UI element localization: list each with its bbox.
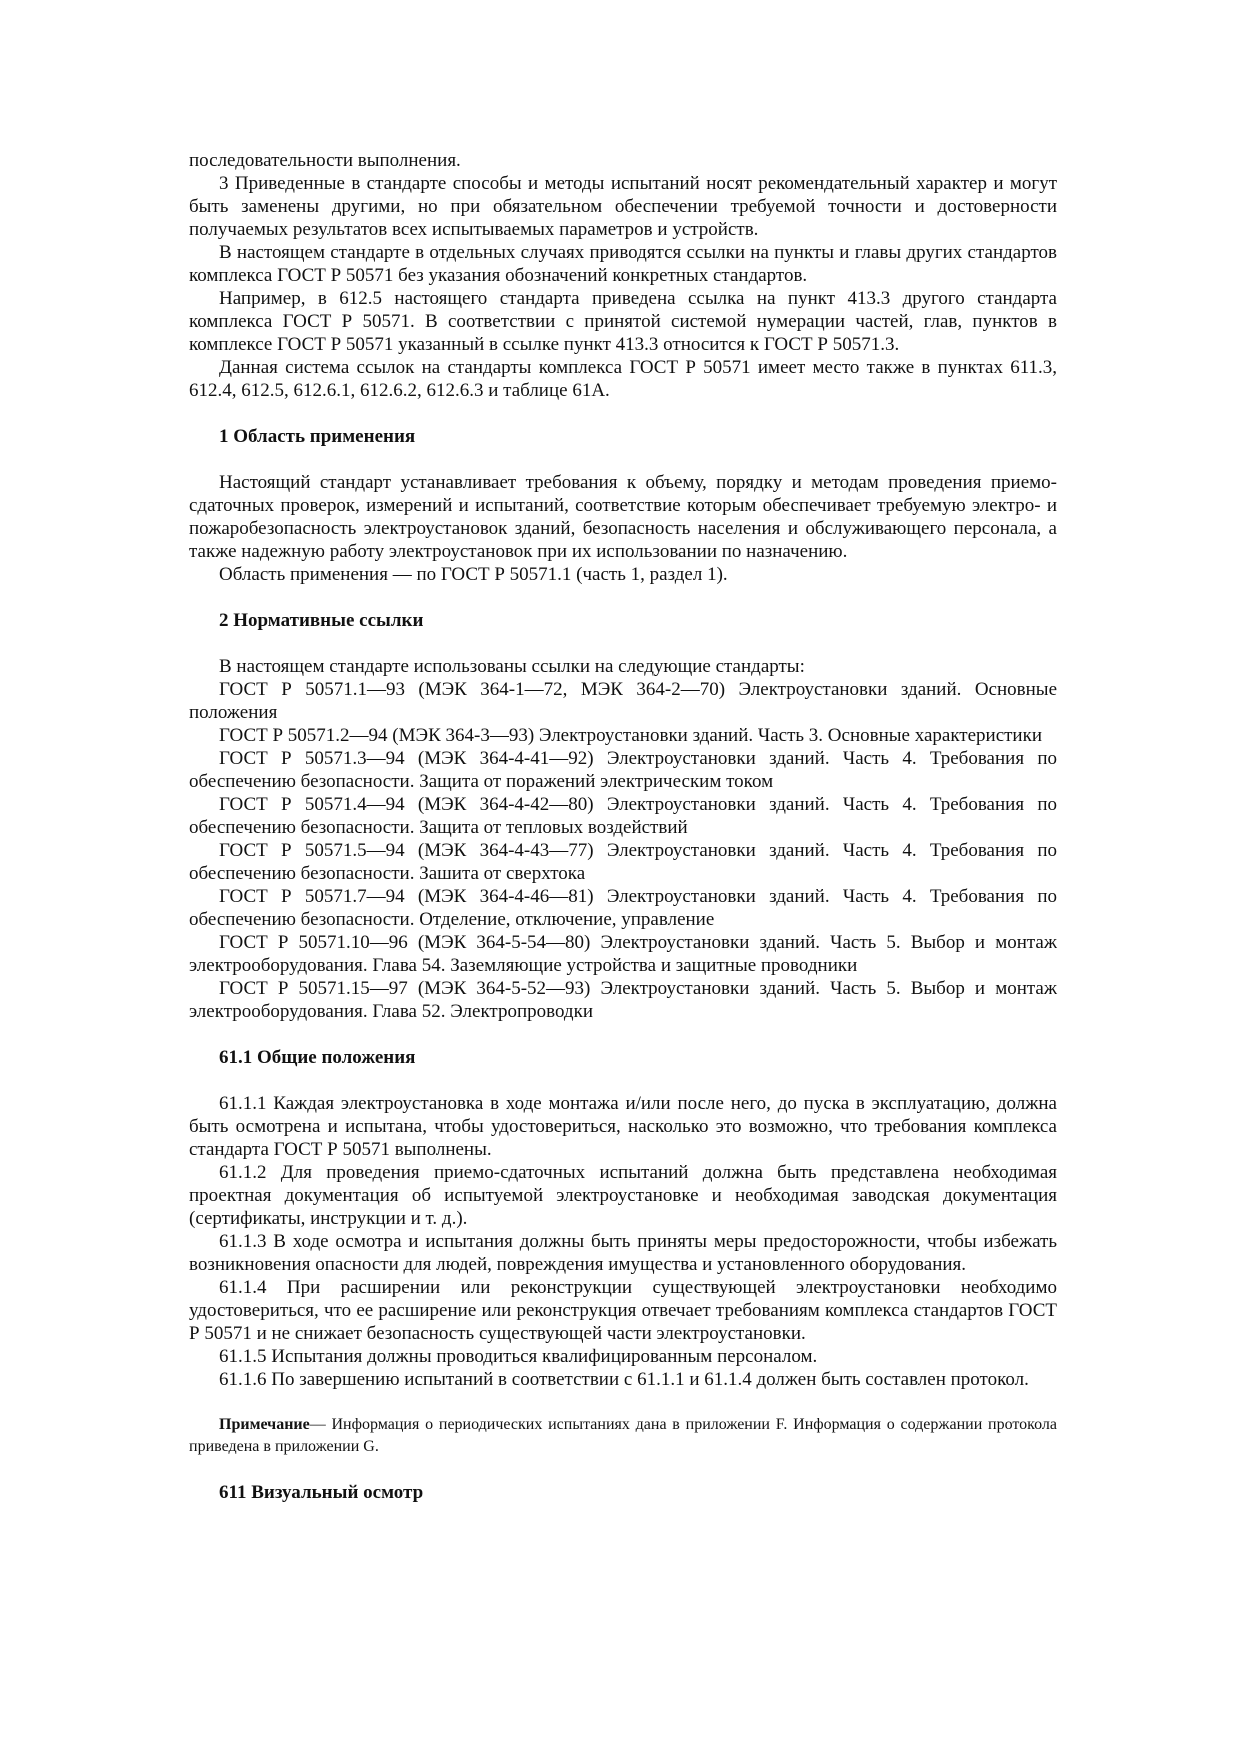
intro-paragraph-2: В настоящем стандарте в отдельных случаях приводятся ссылки на пункты и главы других стандартов комплекса ГОСТ Р 50571 без указания обозначений конкретных стандартов. <box>189 242 1057 286</box>
clause-item: 61.1.1 Каждая электроустановка в ходе монтажа и/или после него, до пуска в эксплуатацию, должна быть осмотрена и испытана, чтобы удостовериться, насколько это возможно, что требования комплекса стандарта ГОСТ Р 50571 выполнены. <box>189 1093 1057 1160</box>
note <box>189 1414 1057 1458</box>
intro-paragraph-3: Например, в 612.5 настоящего стандарта приведена ссылка на пункт 413.3 другого стандарта комплекса ГОСТ Р 50571. В соответствии с принятой системой нумерации частей, глав, пунктов в комплексе ГОСТ Р 50571 указанный в ссылке пункт 413.3 относится к ГОСТ Р 50571.3. <box>189 288 1057 355</box>
clause-item: 61.1.3 В ходе осмотра и испытания должны быть приняты меры предосторожности, чтобы избежать возникновения опасности для людей, повреждения имущества и установленного оборудования. <box>189 1231 1057 1275</box>
intro-paragraph-1: 3 Приведенные в стандарте способы и методы испытаний носят рекомендательный характер и могут быть заменены другими, но при обязательном обеспечении требуемой точности и достоверности получаемых результатов всех испытываемых параметров и устройств. <box>189 173 1057 240</box>
document-body <box>189 149 1057 1504</box>
note-label: Примечание <box>219 1416 310 1433</box>
reference-item: ГОСТ Р 50571.15—97 (МЭК 364-5-52—93) Электроустановки зданий. Часть 5. Выбор и монтаж электрооборудования. Глава 52. Электропроводки <box>189 978 1057 1022</box>
section-1-heading: 1 Область применения <box>219 426 416 447</box>
note-text: — Информация о периодических испытаниях дана в приложении F. Информация о содержании протокола приведена в приложении G. <box>189 1416 1057 1455</box>
reference-item: ГОСТ Р 50571.1—93 (МЭК 364-1—72, МЭК 364-2—70) Электроустановки зданий. Основные положения <box>189 679 1057 723</box>
spacer <box>189 1069 1057 1092</box>
intro-paragraph-4: Данная система ссылок на стандарты комплекса ГОСТ Р 50571 имеет место также в пунктах 611.3, 612.4, 612.5, 612.6.1, 612.6.2, 612.6.3 и таблице 61А. <box>189 357 1057 401</box>
section-2-intro: В настоящем стандарте использованы ссылки на следующие стандарты: <box>219 656 805 677</box>
reference-item: ГОСТ Р 50571.2—94 (МЭК 364-3—93) Электроустановки зданий. Часть 3. Основные характеристики <box>219 725 1043 746</box>
clause-item: 61.1.4 При расширении или реконструкции существующей электроустановки необходимо удостовериться, что ее расширение или реконструкция отвечает требованиям комплекса стандартов ГОСТ Р 50571 и не снижает безопасность существующей части электроустановки. <box>189 1277 1057 1344</box>
reference-item: ГОСТ Р 50571.4—94 (МЭК 364-4-42—80) Электроустановки зданий. Часть 4. Требования по обеспечению безопасности. Защита от тепловых воздействий <box>189 794 1057 838</box>
reference-item: ГОСТ Р 50571.3—94 (МЭК 364-4-41—92) Электроустановки зданий. Часть 4. Требования по обеспечению безопасности. Защита от поражений электрическим током <box>189 748 1057 792</box>
section-1-paragraph-2: Область применения — по ГОСТ Р 50571.1 (часть 1, раздел 1). <box>219 564 728 585</box>
spacer <box>189 402 1057 425</box>
clause-item: 61.1.2 Для проведения приемо-сдаточных испытаний должна быть представлена необходимая проектная документация об испытуемой электроустановке и необходимая заводская документация (сертификаты, инструкции и т. д.). <box>189 1162 1057 1229</box>
section-2-heading: 2 Нормативные ссылки <box>219 610 424 631</box>
spacer <box>189 1023 1057 1046</box>
intro-paragraph-0: последовательности выполнения. <box>189 150 461 171</box>
spacer <box>189 448 1057 471</box>
reference-item: ГОСТ Р 50571.10—96 (МЭК 364-5-54—80) Электроустановки зданий. Часть 5. Выбор и монтаж электрооборудования. Глава 54. Заземляющие устройства и защитные проводники <box>189 932 1057 976</box>
section-611-heading: 611 Визуальный осмотр <box>219 1482 424 1503</box>
reference-item: ГОСТ Р 50571.7—94 (МЭК 364-4-46—81) Электроустановки зданий. Часть 4. Требования по обеспечению безопасности. Отделение, отключение, управление <box>189 886 1057 930</box>
section-61-1-heading: 61.1 Общие положения <box>219 1047 416 1068</box>
spacer <box>189 632 1057 655</box>
section-1-paragraph-1: Настоящий стандарт устанавливает требования к объему, порядку и методам проведения приемо-сдаточных проверок, измерений и испытаний, соответствие которым обеспечивает требуемую электро- и пожаробезопасность электроустановок зданий, безопасность населения и обслуживающего персонала, а также надежную работу электроустановок при их использовании по назначению. <box>189 472 1057 562</box>
spacer <box>189 1458 1057 1481</box>
reference-item: ГОСТ Р 50571.5—94 (МЭК 364-4-43—77) Электроустановки зданий. Часть 4. Требования по обеспечению безопасности. Зашита от сверхтока <box>189 840 1057 884</box>
clause-item: 61.1.5 Испытания должны проводиться квалифицированным персоналом. <box>219 1346 818 1367</box>
clause-item: 61.1.6 По завершению испытаний в соответствии с 61.1.1 и 61.1.4 должен быть составлен протокол. <box>219 1369 1029 1390</box>
spacer <box>189 586 1057 609</box>
spacer <box>189 1391 1057 1414</box>
